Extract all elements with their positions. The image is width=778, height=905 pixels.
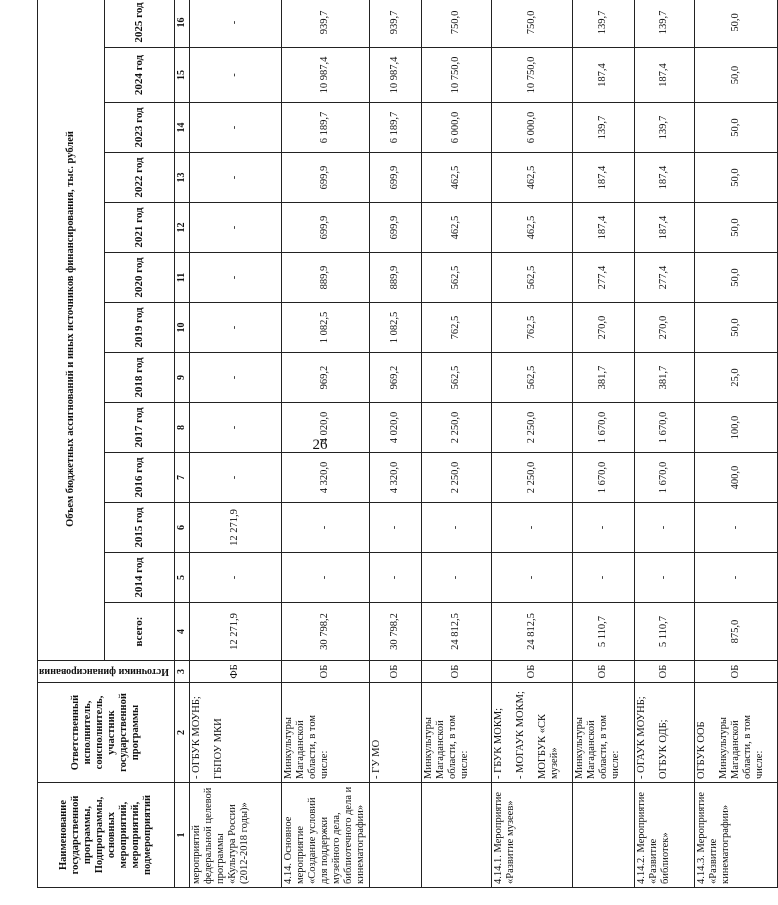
row-year-value-cell: - (281, 503, 369, 553)
row-year-value-cell: - (189, 153, 281, 203)
row-year-value-cell: 2 250,0 (491, 453, 572, 503)
row-year-value-cell: 4 020,0 (369, 403, 421, 453)
row-year-value-cell: 100,0 (694, 403, 777, 453)
table-row (281, 0, 369, 888)
row-year-value-cell: 699,9 (281, 153, 369, 203)
row-year-value-cell: 10 750,0 (491, 48, 572, 103)
row-year-value-cell: 400,0 (694, 453, 777, 503)
row-year-value-cell: 50,0 (694, 0, 777, 48)
row-year-value-cell: 889,9 (369, 253, 421, 303)
row-year-value-cell: 1 670,0 (572, 403, 634, 453)
row-year-value-cell: - (189, 403, 281, 453)
col-source-header: Источники финансирования (38, 661, 175, 683)
column-index-cell: 1 (175, 783, 190, 888)
row-year-value-cell: 939,7 (281, 0, 369, 48)
row-year-value-cell: 762,5 (491, 303, 572, 353)
row-year-value-cell: 10 987,4 (369, 48, 421, 103)
row-total-cell: 24 812,5 (491, 603, 572, 661)
row-year-value-cell: 12 271,9 (189, 503, 281, 553)
row-year-value-cell: 139,7 (634, 103, 694, 153)
row-year-value-cell: 1 670,0 (634, 453, 694, 503)
row-year-value-cell: 562,5 (421, 253, 491, 303)
table-row (421, 0, 491, 888)
row-year-value-cell: 187,4 (572, 203, 634, 253)
row-year-value-cell: - (189, 303, 281, 353)
row-year-value-cell: 6 000,0 (421, 103, 491, 153)
row-year-value-cell: 10 987,4 (281, 48, 369, 103)
row-year-value-cell: - (572, 503, 634, 553)
responsible-entry: ОГБУК ООБ (695, 721, 707, 779)
row-source-cell: ОБ (421, 661, 491, 683)
row-year-value-cell: 1 082,5 (369, 303, 421, 353)
row-year-value-cell: 381,7 (572, 353, 634, 403)
row-year-value-cell: 750,0 (421, 0, 491, 48)
row-year-value-cell: 50,0 (694, 48, 777, 103)
row-year-value-cell: 25,0 (694, 353, 777, 403)
row-year-value-cell: 270,0 (572, 303, 634, 353)
column-index-cell: 5 (175, 553, 190, 603)
column-index-cell: 16 (175, 0, 190, 48)
row-year-value-cell: 50,0 (694, 203, 777, 253)
row-year-value-cell: 462,5 (421, 153, 491, 203)
column-index-cell: 10 (175, 303, 190, 353)
row-responsible-cell (369, 683, 421, 783)
row-year-value-cell: 562,5 (421, 353, 491, 403)
col-funding-header: Объем бюджетных ассигнований и иных источников финансирования, тыс. рублей (38, 0, 105, 661)
year-header: 2023 год (105, 103, 175, 153)
row-responsible-cell (572, 683, 634, 783)
year-header: 2015 год (105, 503, 175, 553)
row-year-value-cell: 699,9 (369, 203, 421, 253)
row-year-value-cell: - (694, 503, 777, 553)
row-year-value-cell: - (189, 353, 281, 403)
row-year-value-cell: 1 670,0 (572, 453, 634, 503)
row-year-value-cell: - (572, 553, 634, 603)
col-resp-header: Ответственный исполнитель, соисполнитель, участник государственной программы (38, 683, 175, 783)
row-year-value-cell: 969,2 (281, 353, 369, 403)
page-number: 26 (312, 437, 328, 453)
row-year-value-cell: 4 320,0 (369, 453, 421, 503)
row-year-value-cell: 187,4 (572, 48, 634, 103)
row-total-cell: 30 798,2 (369, 603, 421, 661)
row-responsible-cell (281, 683, 369, 783)
row-responsible-cell (694, 683, 777, 783)
row-name-cell (572, 783, 634, 888)
row-year-value-cell: - (189, 103, 281, 153)
row-year-value-cell: - (189, 553, 281, 603)
row-year-value-cell: 187,4 (572, 153, 634, 203)
column-index-cell: 8 (175, 403, 190, 453)
row-year-value-cell: 562,5 (491, 353, 572, 403)
row-year-value-cell: 50,0 (694, 153, 777, 203)
row-total-cell: 30 798,2 (281, 603, 369, 661)
row-year-value-cell: 277,4 (572, 253, 634, 303)
row-year-value-cell: - (694, 553, 777, 603)
row-year-value-cell: - (189, 0, 281, 48)
responsible-entry: - ГУ МО (370, 739, 382, 779)
year-header: 2016 год (105, 453, 175, 503)
row-total-cell: 5 110,7 (572, 603, 634, 661)
year-header: 2024 год (105, 48, 175, 103)
row-year-value-cell: 187,4 (634, 48, 694, 103)
year-header: 2021 год (105, 203, 175, 253)
row-year-value-cell: 750,0 (491, 0, 572, 48)
row-year-value-cell: 889,9 (281, 253, 369, 303)
column-index-cell: 4 (175, 603, 190, 661)
column-index-cell: 3 (175, 661, 190, 683)
row-year-value-cell: - (189, 453, 281, 503)
row-year-value-cell: 139,7 (572, 0, 634, 48)
column-index-cell: 14 (175, 103, 190, 153)
row-year-value-cell: - (421, 553, 491, 603)
year-header: 2019 год (105, 303, 175, 353)
row-responsible-cell (491, 683, 572, 783)
table-row (572, 0, 634, 888)
row-year-value-cell: 277,4 (634, 253, 694, 303)
responsible-entry: Минкультуры Магаданской области, в том числе: (573, 714, 621, 779)
row-year-value-cell: 187,4 (634, 203, 694, 253)
row-year-value-cell: 6 189,7 (281, 103, 369, 153)
responsible-entry: - ГБУК МОКМ; (492, 707, 504, 779)
responsible-entry: Минкультуры Магаданской области, в том числе: (717, 714, 766, 779)
row-year-value-cell: - (281, 553, 369, 603)
table-row (369, 0, 421, 888)
row-year-value-cell: 2 250,0 (421, 403, 491, 453)
row-name-cell: мероприятий федеральной целевой программы «Культура России (2012-2018 годы)» (189, 783, 281, 888)
column-index-cell: 9 (175, 353, 190, 403)
row-year-value-cell: 462,5 (491, 203, 572, 253)
row-year-value-cell: 939,7 (369, 0, 421, 48)
row-year-value-cell: - (369, 553, 421, 603)
row-responsible-cell (189, 683, 281, 783)
year-header: 2022 год (105, 153, 175, 203)
row-name-cell (421, 783, 491, 888)
row-year-value-cell: 50,0 (694, 253, 777, 303)
row-year-value-cell: 381,7 (634, 353, 694, 403)
table-row (634, 0, 694, 888)
row-source-cell: ОБ (634, 661, 694, 683)
row-year-value-cell: - (491, 503, 572, 553)
column-index-cell: 13 (175, 153, 190, 203)
responsible-entry: - МОГАУК МОКМ; (514, 691, 526, 779)
row-year-value-cell: - (491, 553, 572, 603)
row-year-value-cell: 2 250,0 (421, 453, 491, 503)
row-source-cell: ОБ (281, 661, 369, 683)
column-index-cell: 2 (175, 683, 190, 783)
row-total-cell: 12 271,9 (189, 603, 281, 661)
table-row (694, 0, 777, 888)
column-index-cell: 7 (175, 453, 190, 503)
row-year-value-cell: 762,5 (421, 303, 491, 353)
row-total-cell: 5 110,7 (634, 603, 694, 661)
row-source-cell: ОБ (694, 661, 777, 683)
row-total-cell: 875,0 (694, 603, 777, 661)
row-year-value-cell: 50,0 (694, 103, 777, 153)
responsible-entry: Минкультуры Магаданской области, в том числе: (422, 714, 470, 779)
row-year-value-cell: - (189, 203, 281, 253)
row-year-value-cell: 270,0 (634, 303, 694, 353)
row-year-value-cell: 4 320,0 (281, 453, 369, 503)
row-total-cell: 24 812,5 (421, 603, 491, 661)
total-header: всего: (105, 603, 175, 661)
column-index-cell: 11 (175, 253, 190, 303)
row-source-cell: ОБ (491, 661, 572, 683)
row-responsible-cell (634, 683, 694, 783)
row-year-value-cell: 139,7 (572, 103, 634, 153)
responsible-entry: Минкультуры Магаданской области, в том числе: (282, 714, 330, 779)
row-name-cell: 4.14.1. Мероприятие «Развитие музеев» (491, 783, 572, 888)
row-year-value-cell: - (634, 503, 694, 553)
row-year-value-cell: 10 750,0 (421, 48, 491, 103)
row-year-value-cell: - (189, 253, 281, 303)
column-index-cell: 6 (175, 503, 190, 553)
rotated-table-wrapper (37, 0, 766, 888)
column-index-row (175, 0, 190, 888)
row-year-value-cell: 187,4 (634, 153, 694, 203)
row-year-value-cell: - (369, 503, 421, 553)
row-year-value-cell: 2 250,0 (491, 403, 572, 453)
row-year-value-cell: 699,9 (281, 203, 369, 253)
responsible-entry: МОГБУК «СК музей» (536, 714, 560, 779)
row-year-value-cell: 1 670,0 (634, 403, 694, 453)
row-year-value-cell: 6 000,0 (491, 103, 572, 153)
year-header: 2020 год (105, 253, 175, 303)
row-year-value-cell: 50,0 (694, 303, 777, 353)
column-index-cell: 15 (175, 48, 190, 103)
responsible-entry: ОГБУК ОДБ; (657, 719, 669, 779)
row-year-value-cell: 1 082,5 (281, 303, 369, 353)
column-index-cell: 12 (175, 203, 190, 253)
row-name-cell: 4.14.3. Мероприятие «Развитие кинематографии» (694, 783, 777, 888)
row-responsible-cell (421, 683, 491, 783)
row-name-cell: 4.14. Основное мероприятие «Создание условий для поддержки музейного дела, библиотечного дела и кинематографии» (281, 783, 369, 888)
row-name-cell (369, 783, 421, 888)
row-year-value-cell: 462,5 (491, 153, 572, 203)
header-row-1 (38, 0, 105, 888)
row-source-cell: ОБ (572, 661, 634, 683)
table-row (491, 0, 572, 888)
table-body (189, 0, 778, 888)
responsible-entry: ГБПОУ МКИ (212, 718, 224, 779)
year-header: 2025 год (105, 0, 175, 48)
row-year-value-cell: 6 189,7 (369, 103, 421, 153)
funding-table (37, 0, 778, 888)
table-row (189, 0, 281, 888)
row-year-value-cell: - (634, 553, 694, 603)
row-year-value-cell: 4 020,0 (281, 403, 369, 453)
row-year-value-cell: - (189, 48, 281, 103)
col-name-header: Наименование государственной программы, Подпрограммы, основных мероприятий, мероприятий, подмероприятий (38, 783, 175, 888)
year-header: 2017 год (105, 403, 175, 453)
row-source-cell: ОБ (369, 661, 421, 683)
row-source-cell: ФБ (189, 661, 281, 683)
responsible-entry: - ОГБУК МОУНБ; (190, 696, 202, 779)
row-name-cell: 4.14.2. Мероприятие «Развитие библиотек» (634, 783, 694, 888)
row-year-value-cell: 969,2 (369, 353, 421, 403)
row-year-value-cell: 139,7 (634, 0, 694, 48)
year-header: 2014 год (105, 553, 175, 603)
row-year-value-cell: - (421, 503, 491, 553)
year-header: 2018 год (105, 353, 175, 403)
row-year-value-cell: 462,5 (421, 203, 491, 253)
responsible-entry: - ОГАУК МОУНБ; (635, 696, 647, 779)
row-year-value-cell: 699,9 (369, 153, 421, 203)
row-year-value-cell: 562,5 (491, 253, 572, 303)
